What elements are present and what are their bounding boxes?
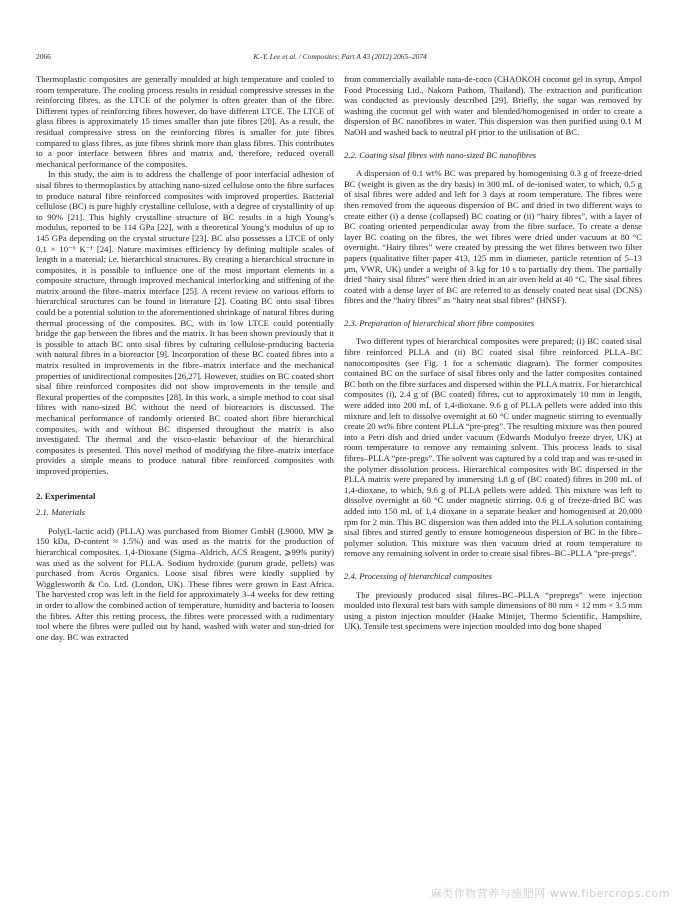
page-header (36, 52, 644, 64)
subsection-heading-coating: 2.2. Coating sisal fibres with nano-sized BC nanofibres (344, 149, 537, 160)
paragraph-study-aim: In this study, the aim is to address the challenge of poor interfacial adhesion of sisal fibres to thermoplastics by attaching nano-sized cellulose onto the fibre surfaces to produce natural fibre reinforced composites with improved properties. Bacterial cellulose (BC) is pure highly crystalline cellulose, with a degree of crystallinity of up to 90% [21]. This highly crystalline structure of BC results in a high Young’s modulus, reported to be 114 GPa [22], with a theoretical Young’s modulus of up to 145 GPa depending on the crystal structure [23]. BC also possesses a LTCE of only 0.1 × 10⁻⁶ K⁻¹ [24]. Nature maximises efficiency by defining multiple scales of length in a material; i.e. hierarchical structures. By creating a hierarchical structure in composites, it is possible to influence one of the most important elements in a composite structure, through improved mechanical interlocking and stiffening of the matrix around the fibre–matrix interface [25]. A recent review on various efforts to hierarchical structures can be found in literature [2]. Coating BC onto sisal fibres could be a potential solution to the aforementioned shrinkage of natural fibres during thermal processing of the composites. BC, with its low LTCE could potentially bridge the gap between the fibres and the matrix. It has been shown previously that it is possible to attach BC onto sisal fibres by culturing cellulose-producing bacteria with natural fibres in a bioreactor [9]. Incorporation of these BC coated fibres into a matrix resulted in improvements in the fibre–matrix interface and the mechanical properties of unidirectional composites [26,27]. However, studies on BC coated short sisal fibre reinforced composites did not show improvements in the tensile and flexural properties of the composites [28]. In this work, a simple method to coat sisal fibres with nano-sized BC without the need of bioreactors is discussed. The mechanical performance of randomly oriented BC coated short fibre hierarchical composites, with and without BC dispersed throughout the matrix is also investigated. The thermal and the visco-elastic behaviour of the hierarchical composites is presented. This novel method of modifying the fibre–matrix interface provides a simple means to produce natural fibre reinforced composites with improved properties. (36, 169, 334, 476)
subsection-heading-processing: 2.4. Processing of hierarchical composites (344, 570, 492, 581)
left-column (36, 74, 334, 642)
paragraph-materials: Poly(L-lactic acid) (PLLA) was purchased from Biomer GmbH (L9000, MW ⩾ 150 kDa, D-content ≈ 1.5%) and was used as the matrix for the production of hierarchical composites. 1,4-Dioxane (Sigma–Aldrich, ACS Reagent, ⩾99% purity) was used as the solvent for PLLA. Sodium hydroxide (purum grade, pellets) was purchased from Acros Organics. Loose sisal fibres were kindly supplied by Wigglesworth & Co. Ltd. (London, UK). These fibres were grown in East Africa. The harvested crop was left in the field for approximately 3–4 weeks for dew retting in order to allow the combined action of temperature, humidity and bacteria to loosen the fibres. After this retting process, the fibres were processed with a rudimentary tool where the fibres were pulled out by hand, washed with water and sun-dried for one day. BC was extracted (36, 525, 334, 642)
subsection-heading-materials: 2.1. Materials (36, 507, 85, 518)
paragraph-ltce: Thermoplastic composites are generally moulded at high temperature and cooled to room temperature. The cooling process results in residual compressive stresses in the reinforcing fibres, as the LTCE of the polymer is often greater than of the fibre. Different types of reinforcing fibres however, do have different LTCE. The LTCE of glass fibres is approximately 15 times smaller than jute fibres [20]. As a result, the residual compressive stress on the reinforcing fibres is smaller for jute fibres compared to glass fibres, as jute fibres shrink more than glass fibres. This contributes to a poor interface between fibres and matrix and, therefore, reduced overall mechanical performance of the composites. (36, 74, 334, 169)
journal-citation: K.-Y. Lee et al. / Composites: Part A 43 (2012) 2065–2074 (253, 52, 427, 61)
site-watermark: 麻类作物营养与施肥网 www.fibercrops.com (430, 887, 670, 900)
paragraph-processing: The previously produced sisal fibres–BC–PLLA “prepregs” were injection moulded into flexural test bars with sample dimensions of 80 mm × 12 mm × 3.5 mm using a piston injection moulder (Haake Minijet, Thermo Scientific, Hampshire, UK). Tensile test specimens were injection moulded into dog bone shaped (344, 589, 642, 632)
paragraph-preparation: Two different types of hierarchical composites were prepared; (i) BC coated sisal fibre reinforced PLLA and (ii) BC coated sisal fibre reinforced PLLA–BC nanocomposites (see Fig. 1 for a schematic diagram). The former composites contained BC on the surface of sisal fibres only and the latter composites contained BC both on the fibre surfaces and dispersed within the PLLA matrix. For hierarchical composites (i), 2.4 g of (BC coated) fibres, cut to approximately 10 mm in length, were added into 200 mL of 1,4-dioxane. 9.6 g of PLLA pellets were added into this mixture and left to dissolve overnight at 60 °C under magnetic stirring to eventually create 20 wt% fibre content PLLA “pre-preg”. The resulting mixture was then poured into a Petri dish and dried under vacuum (Edwards Modulyo freeze dryer, UK) at room temperature to remove any remaining solvent. This process leads to sisal fibres–PLLA “pre-pregs”. The solvent was captured by a cold trap and was re-used in the polymer dissolution process. Hierarchical composites with BC dispersed in the PLLA matrix were prepared by immersing 1.8 g of (BC coated) fibres in 200 mL of 1,4-dioxane, to which, 9.6 g of PLLA pellets were added. This mixture was left to dissolve overnight at 60 °C under magnetic stirring. 0.6 g of freeze-dried BC was added into 150 mL of 1,4 dioxane in a separate beaker and homogenised at 20,000 rpm for 2 min. This BC dispersion was then added into the PLLA solution containing sisal fibres and stirred gently to ensure homogeneous dispersion of BC in the fibre–polymer solution. This mixture was then vacuum dried at room temperature to remove any remaining solvent in order to create sisal fibres–BC–PLLA “pre-pregs”. (344, 336, 642, 559)
subsection-heading-preparation: 2.3. Preparation of hierarchical short fibre composites (344, 317, 535, 328)
right-column (344, 74, 642, 632)
page-number: 2066 (36, 52, 51, 61)
paragraph-coating: A dispersion of 0.1 wt% BC was prepared by homogenising 0.3 g of freeze-dried BC (weight is given as the dry basis) in 300 mL of de-ionised water, to which, 0.5 g of sisal fibres were added and left for 3 days at room temperature. The fibres were then removed from the aqueous dispersion of BC and dried in two different ways to create either (i) a dense (collapsed) BC coating or (ii) “hairy fibres”, with a layer of BC coating oriented perpendicular away from the fibre surface. To create a dense layer BC coating on the fibres, the wet fibres were dried under vacuum at 80 °C overnight. “Hairy fibres” were created by pressing the wet fibres between two filter papers (qualitative filter paper 413, 125 mm in diameter, particle retention of 5–13 μm, VWR, UK) under a weight of 3 kg for 10 s to partially dry them. The partially dried “hairy sisal fibres” were then dried in an air oven held at 40 °C. The sisal fibres coated with a dense layer of BC are referred to as densely coated neat sisal (DCNS) fibres and the “hairy fibres” as “hairy neat sisal fibres” (HNSF). (344, 168, 642, 306)
paragraph-bc-extraction: from commercially available nata-de-coco (CHAOKOH coconut gel in syrup, Ampol Food Processing Ltd., Nakorn Pathom, Thailand). The extraction and purification was conducted as previously described [29]. Briefly, the sugar was removed by washing the coconut gel with water and blended/homogenised in order to create a dispersion of BC nanofibres in water. This dispersion was then purified using 0.1 M NaOH and washed back to neutral pH prior to the utilisation of BC. (344, 74, 642, 137)
section-heading-experimental: 2. Experimental (36, 490, 96, 501)
